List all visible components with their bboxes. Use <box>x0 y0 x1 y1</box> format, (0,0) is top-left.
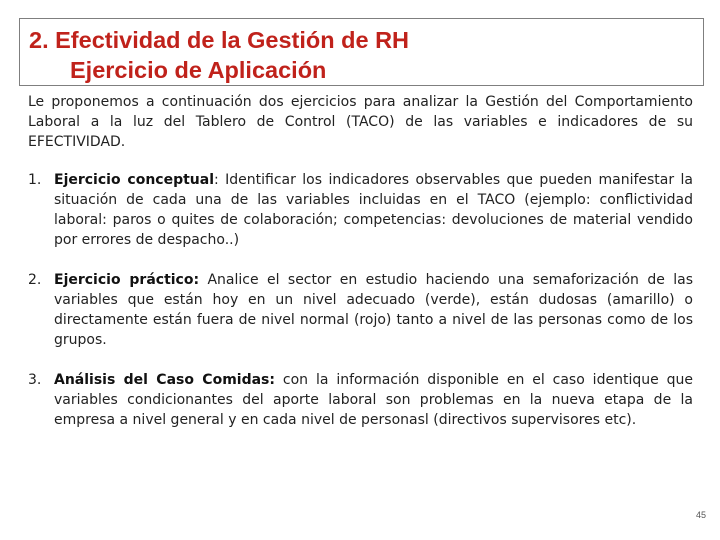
exercise-number: 3. <box>28 372 42 388</box>
exercise-number: 1. <box>28 172 42 188</box>
exercise-number: 2. <box>28 272 42 288</box>
exercise-item-caso <box>28 370 693 430</box>
exercise-term: Análisis del Caso Comidas: <box>54 372 275 388</box>
exercise-term: Ejercicio conceptual <box>54 172 215 188</box>
exercise-list <box>28 170 693 430</box>
exercise-description: : Identificar los indicadores observables que pueden manifestar la situación de cada una de las variables incluidas en el TACO (ejemplo: conflictividad laboral: paros o quites de colaboración; competencias: devoluciones de material vendido por errores de despacho..) <box>54 172 693 248</box>
exercise-description: con la información disponible en el caso identique que variables condicionantes del aporte laboral son problemas en la nueva etapa de la empresa a nivel general y en cada nivel de personasl (directivos supervisores etc). <box>54 372 693 428</box>
slide-title: 2. Efectividad de la Gestión de RH <box>29 27 410 53</box>
exercise-item-conceptual <box>28 170 693 250</box>
slide-subtitle: Ejercicio de Aplicación <box>70 57 327 83</box>
exercise-term: Ejercicio práctico: <box>54 272 200 288</box>
slide-title-box <box>19 18 704 86</box>
exercise-description: Analice el sector en estudio haciendo una semaforización de las variables que están hoy en un nivel adecuado (verde), están dudosas (amarillo) o directamente están fuera de nivel normal (rojo) tanto a nivel de las personas como de los grupos. <box>54 272 693 348</box>
intro-paragraph: Le proponemos a continuación dos ejercicios para analizar la Gestión del Comportamiento Laboral a la luz del Tablero de Control (TACO) de las variables e indicadores de su EFECTIVIDAD. <box>28 94 693 150</box>
page-number: 45 <box>695 510 706 520</box>
exercise-item-practico <box>28 270 693 350</box>
